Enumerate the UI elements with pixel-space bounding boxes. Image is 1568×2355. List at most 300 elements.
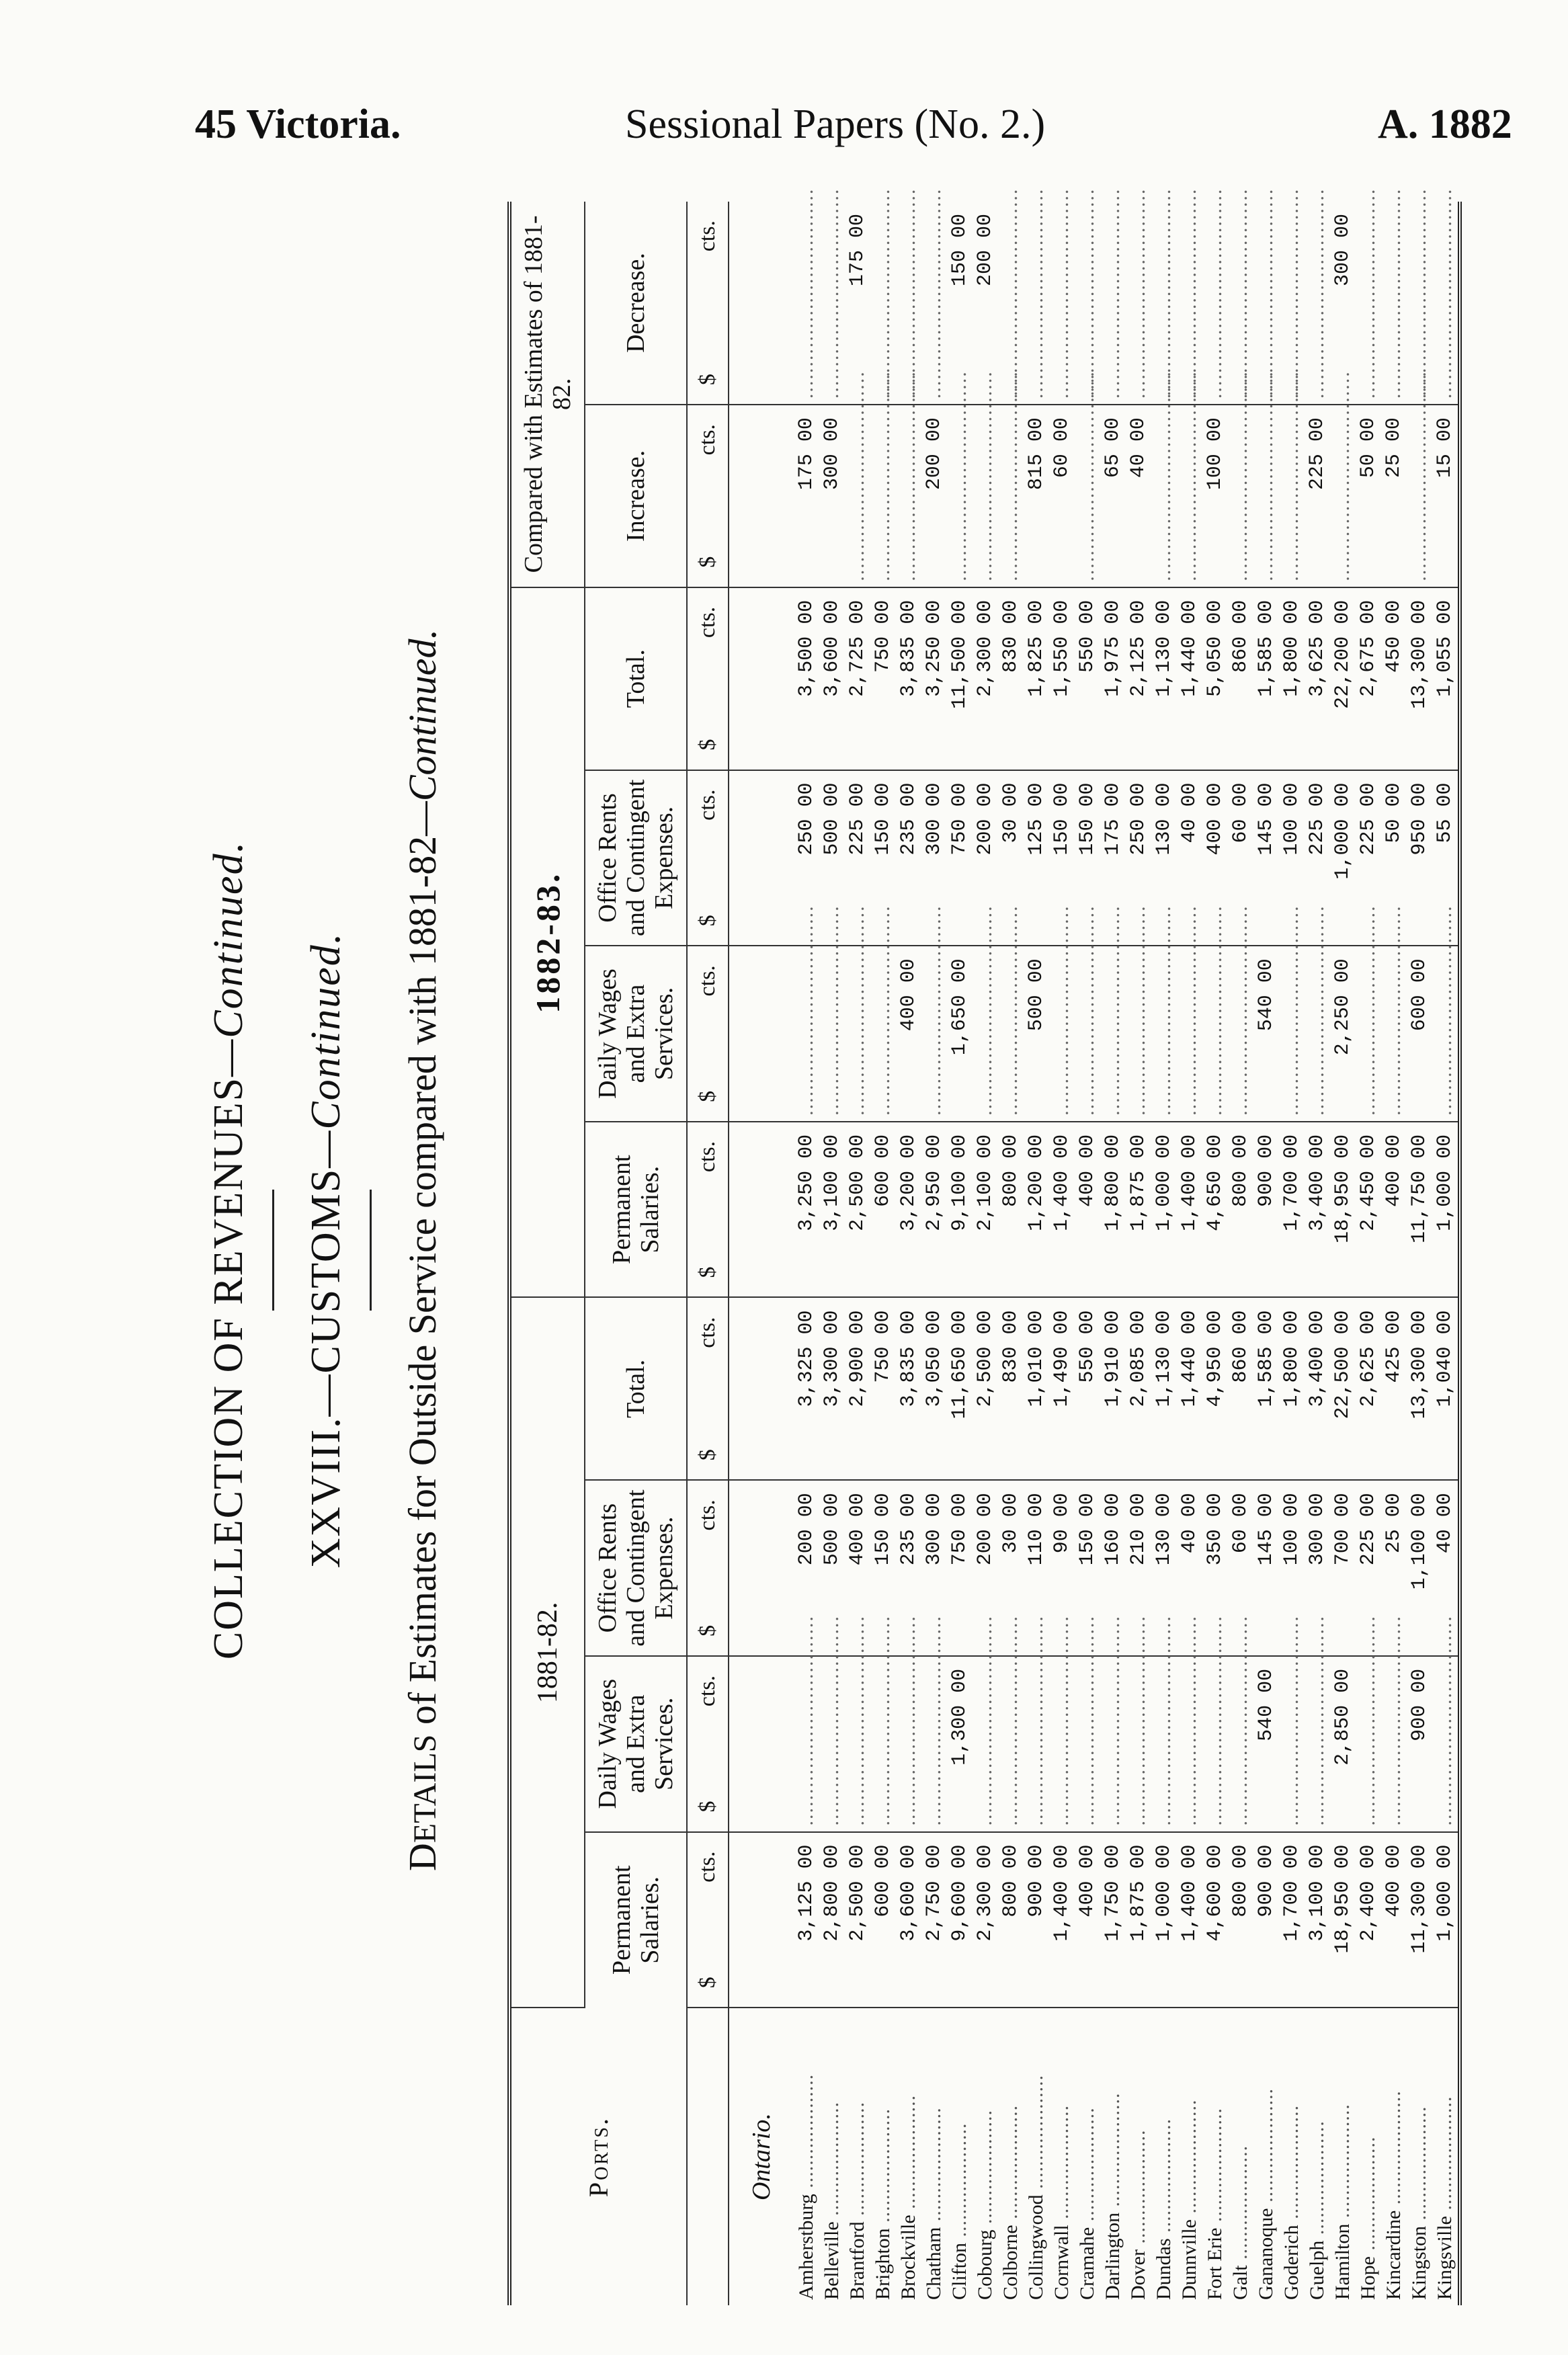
cell-increase [998,405,1024,587]
table-row [1075,202,1100,2305]
port-name [1100,2008,1126,2305]
port-name-text: Kingsville [1434,2216,1456,2300]
leader-dots: .................... [1357,2136,1379,2257]
cell-rents-82: 145 00 [1253,770,1279,946]
leader-dots: .................... [846,2101,868,2222]
cell-wages-82 [1356,946,1381,1122]
leader-dots: .................... [974,2110,996,2230]
cell-increase: 65 00 [1100,405,1126,587]
col-rents-81: Office Rents and Contingent Expenses. [585,1480,687,1656]
cell-rents-82: 225 00 [1305,770,1330,946]
cell-total-82: 3,835 00 [896,587,921,770]
cell-rents-81: 200 00 [973,1480,998,1656]
cell-rents-82: 950 00 [1407,770,1432,946]
cell-wages-81 [1126,1656,1151,1832]
table-row [1356,202,1381,2305]
col-rents-82: Office Rents and Contingent Expenses. [585,770,687,946]
cell-total-81: 4,950 00 [1202,1298,1228,1481]
cell-decrease [1075,202,1100,405]
port-rows [794,202,1460,2305]
cell-total-81: 3,325 00 [794,1298,819,1481]
cell-total-82: 3,600 00 [819,587,845,770]
port-name [1356,2008,1381,2305]
col-increase: Increase. [585,405,687,587]
cell-salaries-82: 1,700 00 [1279,1122,1305,1298]
unit-dollar: $ [695,915,720,927]
cell-wages-82: 400 00 [896,946,921,1122]
ports-header: Ports. [509,2008,687,2305]
cell-decrease [1407,202,1432,405]
cell-rents-82: 300 00 [921,770,947,946]
cell-total-81: 2,085 00 [1126,1298,1151,1481]
cell-wages-82 [1202,946,1228,1122]
cell-total-82: 3,250 00 [921,587,947,770]
leader-dots: .................... [1050,2104,1073,2225]
cell-total-81: 1,585 00 [1253,1298,1279,1481]
port-name-text: Brighton [872,2228,894,2300]
cell-wages-81 [1202,1656,1228,1832]
port-name-text: Chatham [923,2227,945,2300]
cell-rents-81: 150 00 [870,1480,896,1656]
title-customs [302,181,350,2319]
cell-total-82: 830 00 [998,587,1024,770]
port-name [1253,2008,1279,2305]
unit-cell [687,1480,729,1656]
cell-rents-82: 40 00 [1177,770,1202,946]
cell-salaries-82: 2,500 00 [845,1122,870,1298]
cell-wages-82 [1177,946,1202,1122]
cell-wages-82 [794,946,819,1122]
cell-decrease [819,202,845,405]
cell-wages-81: 2,850 00 [1330,1656,1356,1832]
cell-increase [1407,405,1432,587]
cell-rents-82: 30 00 [998,770,1024,946]
table-row [1253,202,1279,2305]
province-label: Ontario. [747,2113,776,2201]
cell-wages-82 [973,946,998,1122]
cell-wages-82: 600 00 [1407,946,1432,1122]
cell-rents-81: 200 00 [794,1480,819,1656]
port-name-text: Cornwall [1050,2225,1073,2300]
cell-decrease: 300 00 [1330,202,1356,405]
unit-dollar: $ [695,1977,720,1989]
port-name-text: Goderich [1280,2225,1303,2300]
cell-wages-82 [1228,946,1253,1122]
cell-wages-82 [921,946,947,1122]
cell-wages-82 [998,946,1024,1122]
cell-increase [870,405,896,587]
cell-rents-81: 400 00 [845,1480,870,1656]
cell-increase [1151,405,1177,587]
port-name [1432,2008,1460,2305]
cell-total-81: 750 00 [870,1298,896,1481]
cell-rents-81: 145 00 [1253,1480,1279,1656]
cell-wages-81 [845,1656,870,1832]
cell-rents-81: 110 00 [1024,1480,1049,1656]
unit-cts: cts. [695,220,720,252]
col-wages-82: Daily Wages and Extra Services. [585,946,687,1122]
cell-salaries-82: 900 00 [1253,1122,1279,1298]
leader-dots: .................... [1306,2120,1328,2241]
cell-wages-82 [1432,946,1460,1122]
cell-salaries-81: 11,300 00 [1407,1832,1432,2008]
cell-total-82: 1,130 00 [1151,587,1177,770]
unit-cell [687,770,729,946]
table-row [1177,202,1202,2305]
cell-total-81: 1,910 00 [1100,1298,1126,1481]
cell-salaries-81: 1,000 00 [1432,1832,1460,2008]
table-row [1381,202,1407,2305]
port-name [1228,2008,1253,2305]
table-row [1279,202,1305,2305]
cell-wages-82 [1100,946,1126,1122]
cell-total-82: 750 00 [870,587,896,770]
unit-cts: cts. [695,1141,720,1173]
cell-decrease [896,202,921,405]
cell-wages-82: 2,250 00 [1330,946,1356,1122]
cell-total-82: 13,300 00 [1407,587,1432,770]
rotated-content [158,181,1489,2319]
port-name [973,2008,998,2305]
cell-salaries-81: 4,600 00 [1202,1832,1228,2008]
cell-salaries-81: 1,000 00 [1151,1832,1177,2008]
cell-salaries-81: 9,600 00 [947,1832,973,2008]
cell-rents-82: 250 00 [1126,770,1151,946]
unit-cell [687,1832,729,2008]
cell-rents-82: 200 00 [973,770,998,946]
cell-decrease: 150 00 [947,202,973,405]
table-row [1100,202,1126,2305]
leader-dots: .................... [1229,2145,1251,2266]
title-customs-cont: —Continued. [303,932,349,1168]
cell-rents-81: 750 00 [947,1480,973,1656]
units-blank [687,2008,729,2305]
cell-salaries-81: 3,100 00 [1305,1832,1330,2008]
cell-total-82: 2,300 00 [973,587,998,770]
title-details-smallcaps: ETAILS [407,1734,443,1844]
cell-wages-81 [819,1656,845,1832]
cell-decrease: 175 00 [845,202,870,405]
port-name [896,2008,921,2305]
port-name [819,2008,845,2305]
unit-cts: cts. [695,1317,720,1348]
cell-rents-81: 225 00 [1356,1480,1381,1656]
cell-salaries-82: 9,100 00 [947,1122,973,1298]
cell-rents-82: 125 00 [1024,770,1049,946]
port-name [1407,2008,1432,2305]
cell-total-82: 450 00 [1381,587,1407,770]
leader-dots: .................... [1434,2096,1456,2216]
cell-rents-81: 90 00 [1049,1480,1075,1656]
unit-cts: cts. [695,789,720,821]
cell-total-81: 3,050 00 [921,1298,947,1481]
cell-salaries-82: 4,650 00 [1202,1122,1228,1298]
unit-dollar: $ [695,1449,720,1461]
cell-total-81: 3,400 00 [1305,1298,1330,1481]
unit-cell [687,1298,729,1481]
table-row [819,202,845,2305]
table-row [1151,202,1177,2305]
cell-salaries-81: 900 00 [1024,1832,1049,2008]
cell-wages-81 [1305,1656,1330,1832]
cell-wages-81 [1075,1656,1100,1832]
cell-wages-82 [1151,946,1177,1122]
cell-wages-81: 1,300 00 [947,1656,973,1832]
cell-salaries-81: 400 00 [1075,1832,1100,2008]
cell-rents-81: 25 00 [1381,1480,1407,1656]
cell-rents-82: 130 00 [1151,770,1177,946]
port-name [1151,2008,1177,2305]
cell-total-82: 1,975 00 [1100,587,1126,770]
year-1881-header: 1881-82. [509,1298,585,2008]
cell-decrease [1100,202,1126,405]
cell-total-81: 1,440 00 [1177,1298,1202,1481]
cell-wages-82: 540 00 [1253,946,1279,1122]
cell-salaries-82: 1,000 00 [1151,1122,1177,1298]
cell-increase [1228,405,1253,587]
port-name-text: Dover [1127,2249,1149,2300]
cell-decrease [1381,202,1407,405]
port-name [794,2008,819,2305]
leader-dots: .................... [795,2073,817,2194]
cell-increase: 50 00 [1356,405,1381,587]
cell-salaries-81: 2,800 00 [819,1832,845,2008]
cell-salaries-81: 1,875 00 [1126,1832,1151,2008]
cell-salaries-81: 2,400 00 [1356,1832,1381,2008]
port-name [1279,2008,1305,2305]
col-wages-81: Daily Wages and Extra Services. [585,1656,687,1832]
cell-decrease [1228,202,1253,405]
cell-salaries-82: 3,250 00 [794,1122,819,1298]
cell-total-81: 425 00 [1381,1298,1407,1481]
leader-dots: .................... [1280,2104,1303,2225]
cell-salaries-82: 1,875 00 [1126,1122,1151,1298]
cell-rents-82: 750 00 [947,770,973,946]
cell-rents-81: 235 00 [896,1480,921,1656]
table-row [845,202,870,2305]
cell-total-82: 3,500 00 [794,587,819,770]
cell-total-82: 550 00 [1075,587,1100,770]
port-name-text: Fort Erie [1204,2227,1226,2300]
cell-wages-82 [1075,946,1100,1122]
cell-rents-82: 1,000 00 [1330,770,1356,946]
unit-cts: cts. [695,1499,720,1531]
cell-wages-81 [1381,1656,1407,1832]
cell-rents-81: 100 00 [1279,1480,1305,1656]
cell-total-82: 2,725 00 [845,587,870,770]
cell-wages-81 [1177,1656,1202,1832]
cell-salaries-81: 3,600 00 [896,1832,921,2008]
cell-rents-81: 300 00 [921,1480,947,1656]
port-name-text: Dundas [1153,2238,1175,2300]
leader-dots: .................... [1383,2090,1405,2211]
cell-wages-82 [1381,946,1407,1122]
table-row [1407,202,1432,2305]
cell-salaries-81: 3,125 00 [794,1832,819,2008]
table-row [947,202,973,2305]
cell-salaries-82: 2,100 00 [973,1122,998,1298]
cell-wages-81 [1356,1656,1381,1832]
title-details-text: of Estimates for Outside Service compared with 1881-82 [401,835,444,1735]
cell-salaries-82: 3,100 00 [819,1122,845,1298]
col-total-82: Total. [585,587,687,770]
cell-total-81: 2,500 00 [973,1298,998,1481]
cell-salaries-82: 400 00 [1381,1122,1407,1298]
cell-total-81: 1,800 00 [1279,1298,1305,1481]
cell-wages-81 [1432,1656,1460,1832]
units-row [687,202,729,2305]
cell-increase [947,405,973,587]
table-row [794,202,819,2305]
port-name [1049,2008,1075,2305]
cell-total-82: 2,675 00 [1356,587,1381,770]
unit-cts: cts. [695,606,720,638]
port-name [998,2008,1024,2305]
cell-rents-81: 210 00 [1126,1480,1151,1656]
cell-total-81: 2,900 00 [845,1298,870,1481]
cell-wages-81 [870,1656,896,1832]
title-details-initial: D [401,1843,444,1871]
cell-decrease [1126,202,1151,405]
title-details [400,181,445,2319]
leader-dots: .................... [1153,2118,1175,2239]
cell-rents-81: 700 00 [1330,1480,1356,1656]
cell-decrease [921,202,947,405]
cell-rents-81: 160 00 [1100,1480,1126,1656]
cell-wages-81 [973,1656,998,1832]
port-name-text: Amherstburg [795,2194,817,2300]
unit-dollar: $ [695,1801,720,1813]
port-name [1305,2008,1330,2305]
cell-salaries-81: 1,400 00 [1049,1832,1075,2008]
cell-rents-82: 225 00 [1356,770,1381,946]
cell-salaries-82: 2,450 00 [1356,1122,1381,1298]
leader-dots: .................... [1178,2099,1200,2219]
cell-rents-81: 300 00 [1305,1480,1330,1656]
unit-dollar: $ [695,374,720,386]
cell-total-81: 13,300 00 [1407,1298,1432,1481]
cell-increase: 25 00 [1381,405,1407,587]
cell-rents-82: 55 00 [1432,770,1460,946]
port-name-text: Kincardine [1383,2210,1405,2300]
cell-total-81: 1,040 00 [1432,1298,1460,1481]
cell-total-81: 2,625 00 [1356,1298,1381,1481]
cell-rents-82: 150 00 [1075,770,1100,946]
cell-increase [1177,405,1202,587]
cell-decrease [998,202,1024,405]
cell-decrease: 200 00 [973,202,998,405]
cell-decrease [1049,202,1075,405]
cell-increase: 225 00 [1305,405,1330,587]
col-total-81: Total. [585,1298,687,1481]
cell-rents-82: 50 00 [1381,770,1407,946]
cell-salaries-81: 1,750 00 [1100,1832,1126,2008]
cell-salaries-82: 600 00 [870,1122,896,1298]
port-name [845,2008,870,2305]
unit-cell [687,1122,729,1298]
cell-total-82: 22,200 00 [1330,587,1356,770]
unit-dollar: $ [695,556,720,568]
cell-total-81: 550 00 [1075,1298,1100,1481]
port-name-text: Brantford [846,2221,868,2300]
estimates-table [507,202,1462,2305]
cell-total-81: 1,490 00 [1049,1298,1075,1481]
cell-increase: 175 00 [794,405,819,587]
cell-salaries-82: 800 00 [998,1122,1024,1298]
cell-total-82: 1,550 00 [1049,587,1075,770]
cell-total-82: 1,585 00 [1253,587,1279,770]
cell-rents-82: 225 00 [845,770,870,946]
cell-total-82: 1,440 00 [1177,587,1202,770]
cell-total-81: 3,300 00 [819,1298,845,1481]
unit-dollar: $ [695,1090,720,1102]
cell-wages-81 [794,1656,819,1832]
unit-dollar: $ [695,739,720,751]
unit-cell [687,587,729,770]
table-row [921,202,947,2305]
cell-decrease [870,202,896,405]
cell-wages-81 [1151,1656,1177,1832]
cell-increase [845,405,870,587]
cell-salaries-81: 2,500 00 [845,1832,870,2008]
cell-decrease [1432,202,1460,405]
cell-wages-81 [1024,1656,1049,1832]
cell-salaries-81: 1,400 00 [1177,1832,1202,2008]
table-row [1330,202,1356,2305]
port-name-text: Hamilton [1331,2223,1354,2300]
cell-rents-81: 500 00 [819,1480,845,1656]
cell-increase: 100 00 [1202,405,1228,587]
cell-decrease [794,202,819,405]
cell-rents-82: 150 00 [870,770,896,946]
cell-wages-81 [896,1656,921,1832]
cell-increase: 300 00 [819,405,845,587]
cell-decrease [1202,202,1228,405]
cell-total-82: 1,825 00 [1024,587,1049,770]
cell-decrease [1356,202,1381,405]
cell-salaries-81: 600 00 [870,1832,896,2008]
cell-total-82: 5,050 00 [1202,587,1228,770]
cell-total-81: 3,835 00 [896,1298,921,1481]
port-name [1202,2008,1228,2305]
title-rule-2 [370,1190,372,1311]
cell-salaries-81: 400 00 [1381,1832,1407,2008]
leader-dots: .................... [1102,2092,1124,2213]
cell-salaries-82: 11,750 00 [1407,1122,1432,1298]
cell-increase [1075,405,1100,587]
cell-wages-81 [1049,1656,1075,1832]
leader-dots: .................... [821,2101,843,2222]
cell-decrease [1305,202,1330,405]
cell-decrease [1151,202,1177,405]
cell-wages-81: 900 00 [1407,1656,1432,1832]
cell-rents-81: 40 00 [1432,1480,1460,1656]
cell-rents-82: 500 00 [819,770,845,946]
col-salaries-81: Permanent Salaries. [585,1832,687,2008]
table-row [896,202,921,2305]
cell-wages-82 [1126,946,1151,1122]
leader-dots: .................... [1408,2106,1430,2226]
cell-wages-82 [845,946,870,1122]
cell-wages-81 [1279,1656,1305,1832]
port-name-text: Cramahe [1076,2227,1098,2300]
header-year: A. 1882 [1378,101,1512,147]
leader-dots: .................... [1025,2074,1047,2195]
port-name-text: Darlington [1102,2213,1124,2300]
table-row [870,202,896,2305]
units-section [687,202,794,2305]
cell-total-81: 1,010 00 [1024,1298,1049,1481]
